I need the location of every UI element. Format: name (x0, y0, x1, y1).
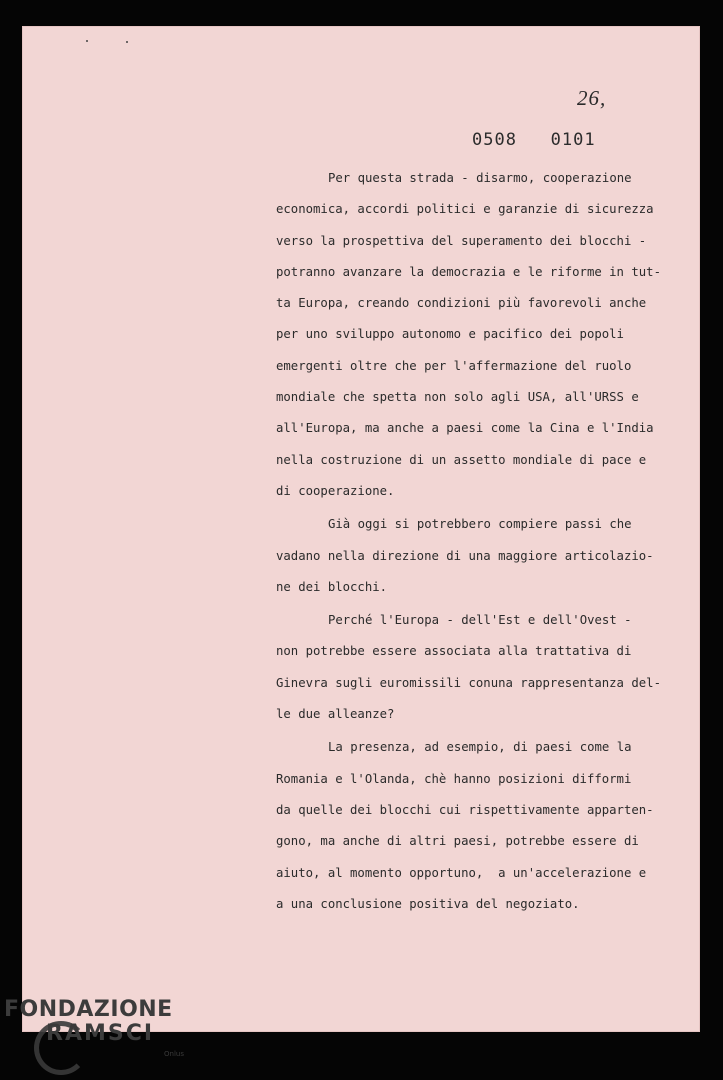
paragraph-2 (276, 514, 654, 608)
paper-speck (126, 41, 128, 43)
text-line: ne dei blocchi. (276, 579, 388, 594)
watermark-onlus: Onlus (164, 1050, 184, 1058)
text-line: le due alleanze? (276, 707, 395, 722)
text-line: emergenti oltre che per l'affermazione del ruolo (276, 358, 632, 373)
paragraph-1 (276, 168, 661, 512)
text-line: verso la prospettiva del superamento dei blocchi - (276, 233, 647, 248)
logo-ring-icon (34, 1021, 88, 1075)
paragraph-3 (276, 610, 661, 735)
text-line: a una conclusione positiva del negoziato. (276, 896, 580, 911)
handwritten-page-number: 26, (577, 86, 607, 110)
text-line: all'Europa, ma anche a paesi come la Cina e l'India (276, 421, 654, 436)
document-body (276, 168, 661, 927)
text-line: Per questa strada - disarmo, cooperazione (328, 171, 632, 185)
text-line: da quelle dei blocchi cui rispettivamente apparten- (276, 802, 654, 817)
paragraph-4 (276, 737, 654, 925)
text-line: Già oggi si potrebbero compiere passi che (328, 517, 632, 532)
watermark-line2: RAMSCI (46, 1021, 155, 1046)
archive-code: 0508 0101 (472, 130, 596, 150)
text-line: La presenza, ad esempio, di paesi come la (328, 740, 632, 755)
text-line: gono, ma anche di altri paesi, potrebbe essere di (276, 834, 639, 849)
text-line: non potrebbe essere associata alla trattativa di (276, 644, 632, 659)
text-line: Perché l'Europa - dell'Est e dell'Ovest - (328, 613, 632, 628)
text-line: di cooperazione. (276, 483, 395, 498)
text-line: nella costruzione di un assetto mondiale di pace e (276, 452, 647, 467)
text-line: economica, accordi politici e garanzie di sicurezza (276, 202, 654, 217)
paper-speck (86, 40, 88, 42)
text-line: aiuto, al momento opportuno, a un'accelerazione e (276, 865, 647, 880)
watermark-line1: FONDAZIONE (4, 997, 173, 1022)
fondazione-gramsci-watermark (4, 997, 184, 1058)
text-line: per uno sviluppo autonomo e pacifico dei popoli (276, 327, 624, 342)
text-line: Ginevra sugli euromissili conuna rappresentanza del- (276, 675, 661, 690)
text-line: mondiale che spetta non solo agli USA, all'URSS e (276, 390, 639, 405)
text-line: Romania e l'Olanda, chè hanno posizioni difformi (276, 771, 632, 786)
document-page (22, 26, 700, 1032)
text-line: vadano nella direzione di una maggiore articolazio- (276, 548, 654, 563)
text-line: potranno avanzare la democrazia e le riforme in tut- (276, 264, 661, 279)
text-line: ta Europa, creando condizioni più favorevoli anche (276, 296, 647, 311)
